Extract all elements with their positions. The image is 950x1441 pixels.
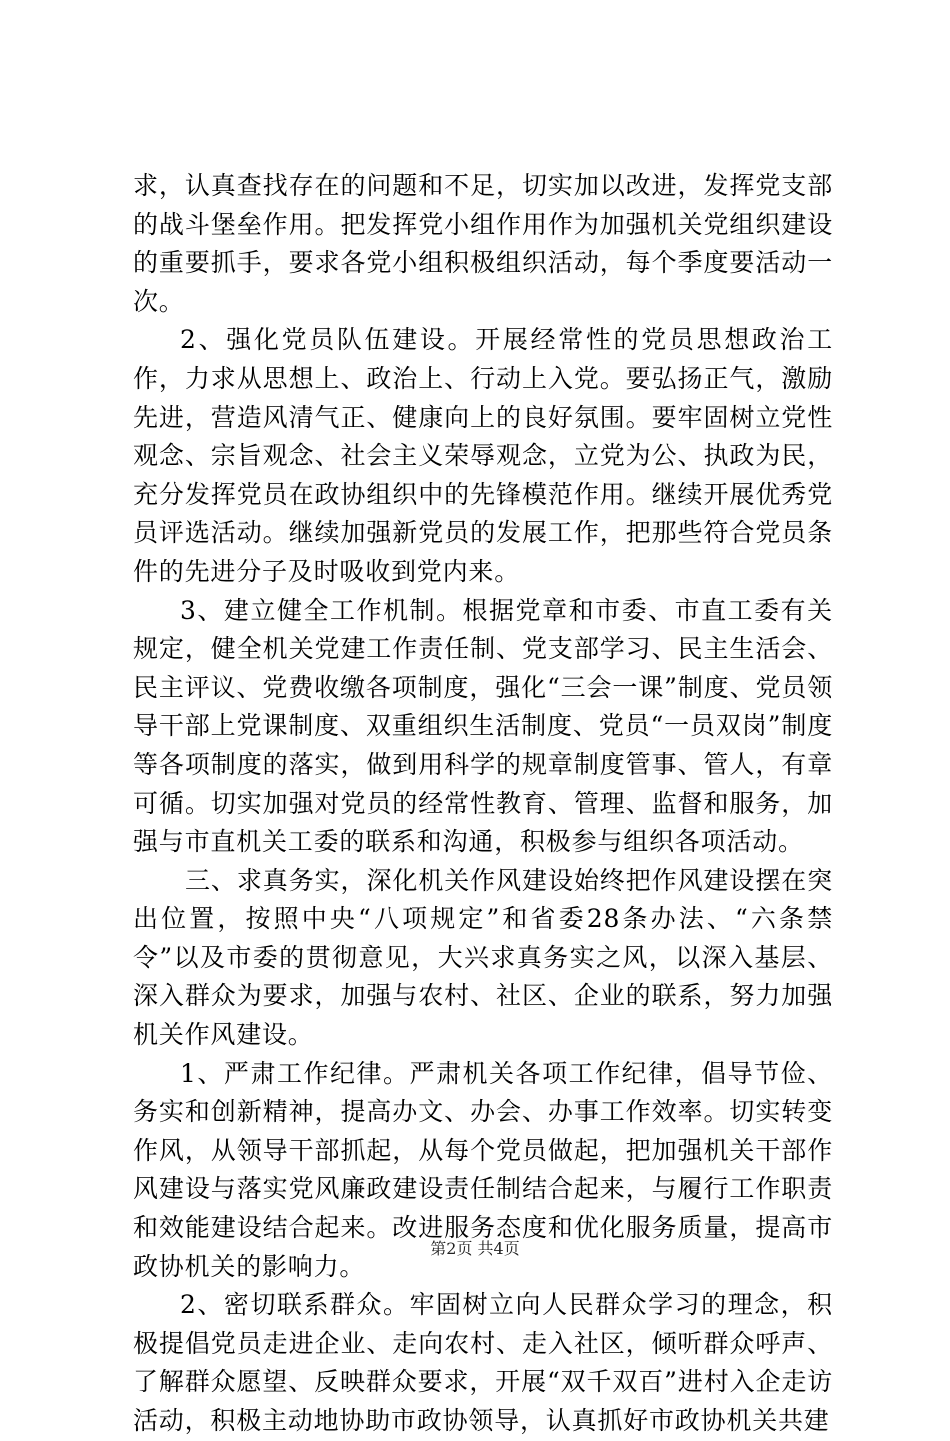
paragraph-work-discipline: 1、严肃工作纪律。严肃机关各项工作纪律，倡导节俭、务实和创新精神，提高办文、办会、办事工作效率。切实转变作风，从领导干部抓起，从每个党员做起，把加强机关干部作风建设与落实党风廉政建设责任制结合起来，与履行工作职责和效能建设结合起来。改进服务态度和优化服务质量，提高市政协机关的影响力。 [133, 1058, 833, 1281]
paragraph-team-building: 2、强化党员队伍建设。开展经常性的党员思想政治工作，力求从思想上、政治上、行动上入党。要弘扬正气，激励先进，营造风清气正、健康向上的良好氛围。要牢固树立党性观念、宗旨观念、社会主义荣辱观念，立党为公、执政为民，充分发挥党员在政协组织中的先锋模范作用。继续开展优秀党员评选活动。继续加强新党员的发展工作，把那些符合党员条件的先进分子及时吸收到党内来。 [133, 325, 833, 586]
paragraph-continuation: 求，认真查找存在的问题和不足，切实加以改进，发挥党支部的战斗堡垒作用。把发挥党小组作用作为加强机关党组织建设的重要抓手，要求各党小组积极组织活动，每个季度要活动一次。 [133, 171, 833, 316]
paragraph-section-three: 三、求真务实，深化机关作风建设始终把作风建设摆在突出位置，按照中央“八项规定”和省委28条办法、“六条禁令”以及市委的贯彻意见，大兴求真务实之风，以深入基层、深入群众为要求，加强与农村、社区、企业的联系，努力加强机关作风建设。 [133, 865, 833, 1050]
page-number-footer: 第2页 共4页 [430, 1239, 520, 1258]
paragraph-work-mechanism: 3、建立健全工作机制。根据党章和市委、市直工委有关规定，健全机关党建工作责任制、党支部学习、民主生活会、民主评议、党费收缴各项制度，强化“三会一课”制度、党员领导干部上党课制度、双重组织生活制度、党员“一员双岗”制度等各项制度的落实，做到用科学的规章制度管事、管人，有章可循。切实加强对党员的经常性教育、管理、监督和服务，加强与市直机关工委的联系和沟通，积极参与组织各项活动。 [133, 595, 833, 857]
paragraph-contact-masses: 2、密切联系群众。牢固树立向人民群众学习的理念，积极提倡党员走进企业、走向农村、走入社区，倾听群众呼声、了解群众愿望、反映群众要求，开展“双千双百”进村入企走访活动，积极主动地协助市政协领导，认真抓好市政协机关共建 [133, 1290, 833, 1435]
